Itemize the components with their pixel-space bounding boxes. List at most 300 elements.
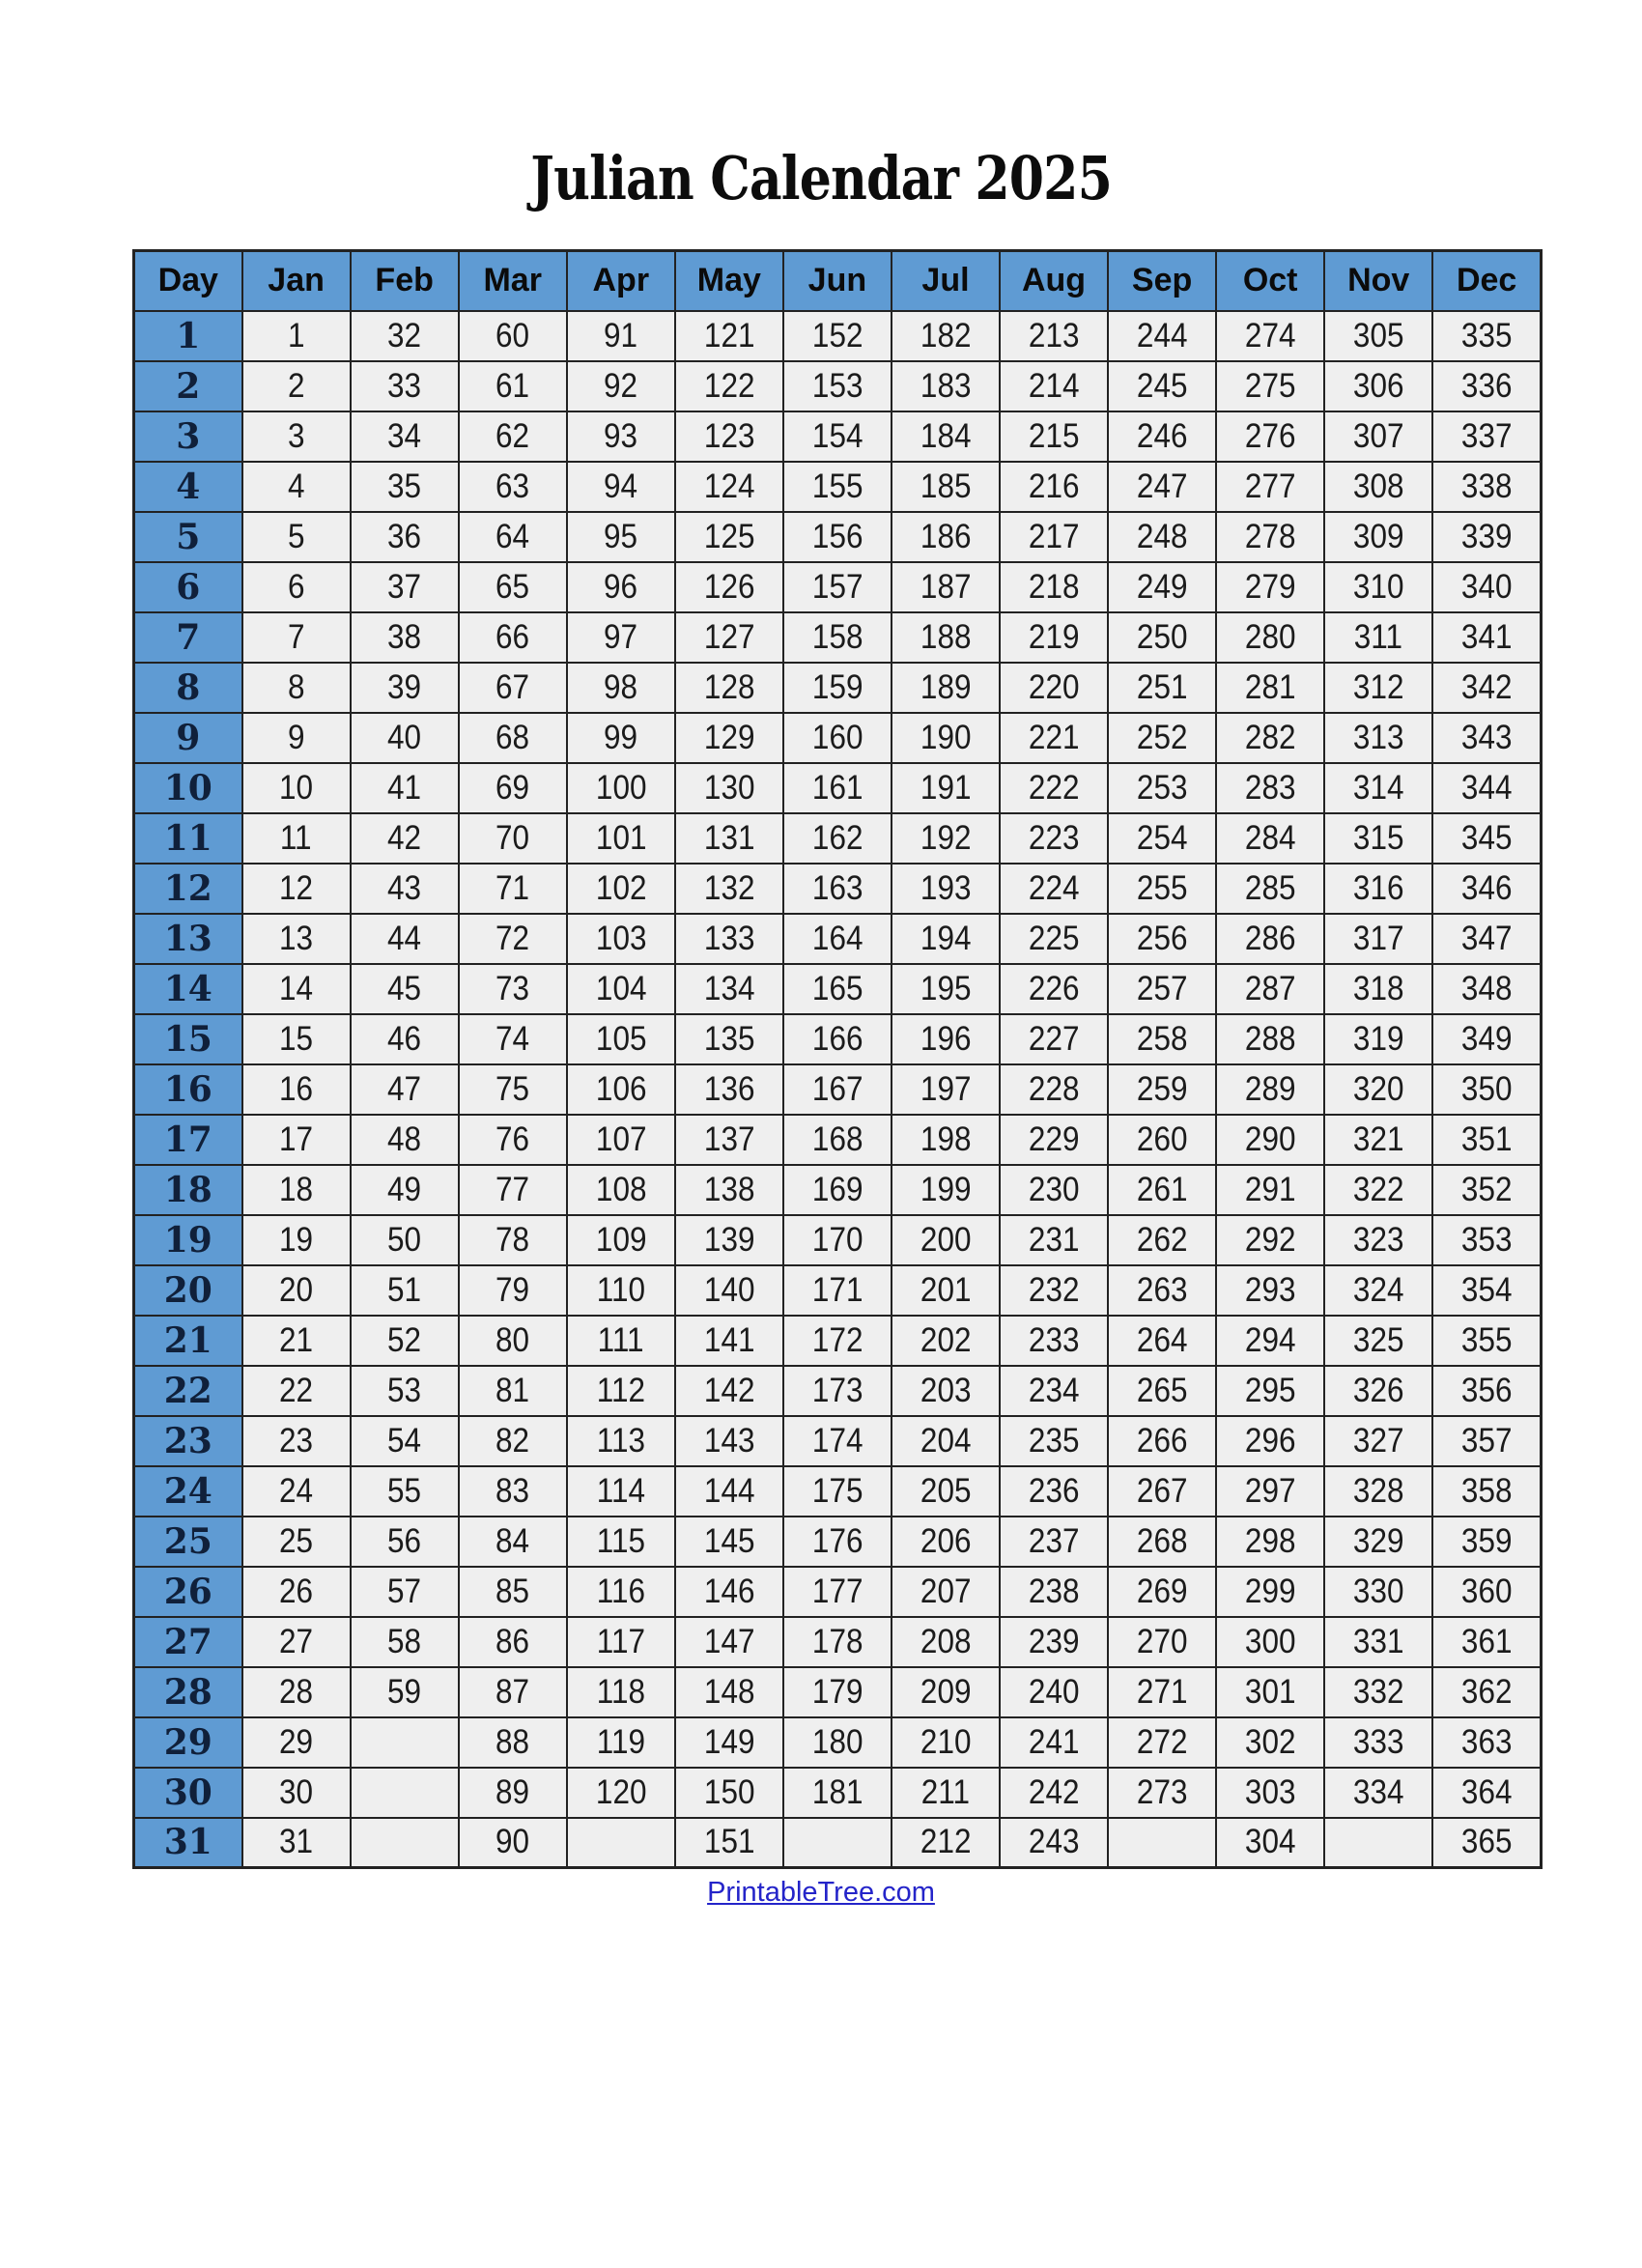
julian-day-value: 206 — [920, 1521, 972, 1560]
julian-day-cell — [783, 512, 892, 562]
table-row — [134, 1014, 1542, 1064]
julian-day-value: 103 — [595, 919, 647, 957]
julian-day-cell — [1432, 663, 1541, 713]
julian-day-value: 321 — [1352, 1120, 1404, 1158]
julian-day-cell — [1000, 1818, 1108, 1868]
julian-day-cell — [351, 1416, 459, 1466]
julian-day-cell — [1108, 713, 1216, 763]
julian-day-value: 179 — [811, 1672, 863, 1711]
julian-day-cell — [351, 1617, 459, 1667]
day-cell: 5 — [134, 512, 242, 562]
julian-day-cell — [567, 914, 675, 964]
julian-day-value: 156 — [811, 517, 863, 555]
julian-day-cell — [567, 1014, 675, 1064]
julian-day-cell — [1216, 562, 1324, 612]
julian-day-cell — [675, 1818, 783, 1868]
julian-day-cell — [1108, 763, 1216, 813]
table-header-row — [134, 251, 1542, 311]
julian-day-value: 365 — [1460, 1823, 1513, 1861]
julian-day-value: 234 — [1028, 1371, 1080, 1409]
julian-day-cell — [783, 1466, 892, 1517]
julian-day-cell — [459, 1617, 567, 1667]
julian-day-cell — [675, 311, 783, 361]
julian-day-cell — [1432, 1416, 1541, 1466]
julian-day-value: 301 — [1244, 1672, 1296, 1711]
julian-day-value: 86 — [495, 1622, 530, 1660]
julian-day-cell — [1432, 914, 1541, 964]
julian-day-value: 6 — [287, 567, 305, 606]
julian-day-value: 332 — [1352, 1672, 1404, 1711]
julian-day-value: 256 — [1136, 919, 1188, 957]
julian-day-cell — [1216, 1667, 1324, 1717]
julian-day-cell — [1324, 562, 1432, 612]
julian-day-value: 226 — [1028, 969, 1080, 1007]
julian-day-value: 26 — [279, 1572, 314, 1610]
julian-day-value: 121 — [703, 316, 755, 354]
julian-day-value: 29 — [279, 1722, 314, 1761]
julian-day-cell — [1216, 1265, 1324, 1316]
julian-day-value: 202 — [920, 1320, 972, 1359]
julian-day-cell — [1432, 361, 1541, 411]
julian-day-cell — [1000, 512, 1108, 562]
julian-day-value: 203 — [920, 1371, 972, 1409]
julian-day-cell — [1432, 1517, 1541, 1567]
table-header-row — [134, 251, 1542, 311]
julian-day-value: 78 — [495, 1220, 530, 1259]
julian-day-value: 79 — [495, 1270, 530, 1309]
julian-day-cell — [892, 1466, 1000, 1517]
julian-day-value: 59 — [387, 1672, 422, 1711]
table-row — [134, 1064, 1542, 1115]
julian-day-cell — [1108, 1366, 1216, 1416]
julian-day-cell — [567, 361, 675, 411]
julian-day-cell — [783, 813, 892, 864]
julian-day-cell — [1324, 1818, 1432, 1868]
julian-day-cell — [1000, 1014, 1108, 1064]
julian-day-value: 183 — [920, 366, 972, 405]
julian-day-value: 155 — [811, 467, 863, 505]
julian-day-cell — [1432, 713, 1541, 763]
julian-day-value: 90 — [495, 1823, 530, 1861]
julian-day-cell — [1000, 1567, 1108, 1617]
julian-day-cell — [675, 813, 783, 864]
julian-day-cell — [783, 763, 892, 813]
julian-day-cell — [459, 1366, 567, 1416]
julian-day-cell — [1000, 1366, 1108, 1416]
julian-day-cell — [567, 1667, 675, 1717]
julian-day-cell — [1216, 1165, 1324, 1215]
julian-day-value: 80 — [495, 1320, 530, 1359]
julian-day-cell — [1432, 1567, 1541, 1617]
month-column-header: Jan — [242, 251, 351, 311]
julian-day-cell — [242, 914, 351, 964]
julian-day-cell — [892, 1818, 1000, 1868]
julian-day-cell — [1432, 1064, 1541, 1115]
julian-day-cell — [567, 311, 675, 361]
julian-day-cell — [567, 864, 675, 914]
julian-day-value: 101 — [595, 818, 647, 857]
julian-day-value: 311 — [1354, 617, 1403, 656]
julian-day-value: 353 — [1460, 1220, 1513, 1259]
julian-day-cell — [1432, 1366, 1541, 1416]
julian-day-value: 213 — [1028, 316, 1080, 354]
julian-day-cell — [892, 1215, 1000, 1265]
julian-day-cell — [1000, 1667, 1108, 1717]
julian-day-cell — [1108, 1667, 1216, 1717]
julian-day-value: 107 — [595, 1120, 647, 1158]
julian-day-value: 74 — [495, 1019, 530, 1058]
julian-day-cell — [892, 864, 1000, 914]
julian-day-cell — [459, 1014, 567, 1064]
julian-day-cell — [242, 1064, 351, 1115]
julian-day-cell — [1432, 1768, 1541, 1818]
julian-day-value: 363 — [1460, 1722, 1513, 1761]
day-cell: 23 — [134, 1416, 242, 1466]
julian-day-cell — [1216, 713, 1324, 763]
julian-day-cell — [1324, 763, 1432, 813]
julian-day-value: 25 — [279, 1521, 314, 1560]
table-row — [134, 1316, 1542, 1366]
julian-day-cell — [1324, 1366, 1432, 1416]
julian-day-cell — [892, 361, 1000, 411]
julian-day-cell — [892, 1517, 1000, 1567]
julian-day-value: 274 — [1244, 316, 1296, 354]
julian-day-cell — [459, 763, 567, 813]
julian-day-value: 63 — [495, 467, 530, 505]
table-row — [134, 462, 1542, 512]
julian-day-value: 209 — [920, 1672, 972, 1711]
julian-day-cell — [351, 1115, 459, 1165]
julian-day-value: 190 — [920, 718, 972, 756]
julian-day-value: 299 — [1244, 1572, 1296, 1610]
julian-day-cell — [1216, 1818, 1324, 1868]
julian-day-cell — [675, 1064, 783, 1115]
julian-day-cell — [459, 462, 567, 512]
julian-day-cell — [459, 512, 567, 562]
julian-day-cell — [892, 964, 1000, 1014]
julian-day-cell — [1000, 1517, 1108, 1567]
julian-day-value: 210 — [920, 1722, 972, 1761]
julian-day-cell — [1432, 1818, 1541, 1868]
julian-day-cell — [459, 411, 567, 462]
julian-day-cell — [242, 562, 351, 612]
julian-day-value: 48 — [387, 1120, 422, 1158]
julian-day-value: 188 — [920, 617, 972, 656]
julian-day-value: 43 — [387, 868, 422, 907]
julian-day-cell — [459, 1265, 567, 1316]
julian-day-cell — [1000, 864, 1108, 914]
julian-day-value: 231 — [1028, 1220, 1080, 1259]
table-row — [134, 1768, 1542, 1818]
julian-day-cell — [567, 411, 675, 462]
julian-day-value: 297 — [1244, 1471, 1296, 1510]
julian-day-value: 92 — [604, 366, 638, 405]
julian-day-cell — [242, 1165, 351, 1215]
julian-day-cell — [567, 1165, 675, 1215]
julian-day-value: 106 — [595, 1069, 647, 1108]
julian-day-value: 333 — [1352, 1722, 1404, 1761]
julian-day-cell — [1000, 1768, 1108, 1818]
julian-day-value: 228 — [1028, 1069, 1080, 1108]
julian-day-cell — [1324, 813, 1432, 864]
julian-day-value: 357 — [1460, 1421, 1513, 1460]
julian-day-value: 349 — [1460, 1019, 1513, 1058]
julian-day-cell — [351, 1316, 459, 1366]
julian-day-value: 118 — [596, 1672, 645, 1711]
julian-day-value: 115 — [596, 1521, 645, 1560]
julian-day-cell — [783, 311, 892, 361]
julian-day-cell — [567, 1517, 675, 1567]
julian-day-cell — [892, 763, 1000, 813]
julian-day-value: 130 — [703, 768, 755, 807]
julian-day-cell — [783, 1014, 892, 1064]
julian-day-cell — [351, 713, 459, 763]
julian-day-cell — [892, 1667, 1000, 1717]
julian-day-value: 312 — [1352, 667, 1404, 706]
julian-day-value: 82 — [495, 1421, 530, 1460]
julian-day-value: 237 — [1028, 1521, 1080, 1560]
table-row — [134, 1667, 1542, 1717]
julian-day-value: 133 — [703, 919, 755, 957]
julian-day-cell — [783, 1617, 892, 1667]
table-row — [134, 1165, 1542, 1215]
julian-day-cell — [1432, 411, 1541, 462]
julian-day-cell — [783, 612, 892, 663]
julian-day-cell — [1324, 1768, 1432, 1818]
julian-day-value: 44 — [387, 919, 422, 957]
julian-day-value: 132 — [703, 868, 755, 907]
day-cell: 1 — [134, 311, 242, 361]
julian-day-cell — [675, 361, 783, 411]
julian-day-cell — [1108, 1567, 1216, 1617]
julian-day-value: 296 — [1244, 1421, 1296, 1460]
julian-day-cell — [567, 1466, 675, 1517]
julian-day-cell — [1108, 512, 1216, 562]
julian-day-cell — [675, 663, 783, 713]
julian-day-cell — [351, 512, 459, 562]
julian-day-cell — [783, 411, 892, 462]
julian-day-cell — [1108, 914, 1216, 964]
julian-day-value: 320 — [1352, 1069, 1404, 1108]
julian-day-cell — [351, 763, 459, 813]
julian-day-cell — [1000, 1265, 1108, 1316]
julian-day-value: 204 — [920, 1421, 972, 1460]
julian-day-value: 176 — [811, 1521, 863, 1560]
footer-link[interactable]: PrintableTree.com — [707, 1877, 935, 1908]
day-cell: 28 — [134, 1667, 242, 1717]
julian-day-cell — [351, 1567, 459, 1617]
julian-day-cell — [242, 1717, 351, 1768]
julian-day-value: 250 — [1136, 617, 1188, 656]
julian-day-cell — [351, 1466, 459, 1517]
julian-day-cell — [567, 1717, 675, 1768]
julian-day-cell — [892, 1316, 1000, 1366]
julian-day-value: 161 — [811, 768, 863, 807]
julian-day-value: 151 — [703, 1823, 755, 1861]
day-cell: 16 — [134, 1064, 242, 1115]
julian-day-cell — [567, 1115, 675, 1165]
julian-day-value: 268 — [1136, 1521, 1188, 1560]
julian-day-cell — [242, 763, 351, 813]
julian-day-value: 224 — [1028, 868, 1080, 907]
julian-day-cell — [1216, 763, 1324, 813]
julian-day-value: 68 — [495, 718, 530, 756]
julian-day-value: 291 — [1244, 1170, 1296, 1208]
julian-day-value: 281 — [1244, 667, 1296, 706]
julian-day-cell — [1000, 1416, 1108, 1466]
julian-day-value: 13 — [279, 919, 314, 957]
julian-day-cell — [1108, 1768, 1216, 1818]
julian-day-value: 263 — [1136, 1270, 1188, 1309]
julian-day-cell — [1000, 462, 1108, 512]
julian-day-cell — [567, 612, 675, 663]
julian-day-value: 356 — [1460, 1371, 1513, 1409]
julian-day-value: 244 — [1136, 316, 1188, 354]
julian-day-value: 253 — [1136, 768, 1188, 807]
julian-day-cell — [459, 1517, 567, 1567]
julian-day-value: 72 — [495, 919, 530, 957]
julian-day-cell — [351, 864, 459, 914]
julian-day-value: 154 — [811, 416, 863, 455]
julian-day-cell — [242, 361, 351, 411]
julian-day-cell — [1432, 1617, 1541, 1667]
julian-day-value: 313 — [1352, 718, 1404, 756]
julian-day-value: 116 — [596, 1572, 645, 1610]
julian-day-value: 159 — [811, 667, 863, 706]
julian-day-value: 254 — [1136, 818, 1188, 857]
julian-day-value: 212 — [920, 1823, 972, 1861]
julian-day-cell — [242, 713, 351, 763]
julian-day-value: 306 — [1352, 366, 1404, 405]
table-row — [134, 361, 1542, 411]
julian-day-cell — [567, 1617, 675, 1667]
julian-day-value: 290 — [1244, 1120, 1296, 1158]
julian-day-value: 235 — [1028, 1421, 1080, 1460]
julian-day-value: 114 — [596, 1471, 645, 1510]
julian-day-value: 216 — [1028, 467, 1080, 505]
julian-day-cell — [783, 1165, 892, 1215]
julian-day-cell — [1324, 1617, 1432, 1667]
julian-day-value: 31 — [279, 1823, 314, 1861]
julian-day-value: 129 — [703, 718, 755, 756]
julian-day-cell — [675, 562, 783, 612]
julian-day-cell — [1000, 1617, 1108, 1667]
julian-day-cell — [1216, 663, 1324, 713]
julian-day-value: 335 — [1460, 316, 1513, 354]
julian-day-cell — [242, 1014, 351, 1064]
julian-day-cell — [567, 713, 675, 763]
julian-day-cell — [1108, 1818, 1216, 1868]
julian-day-value: 261 — [1136, 1170, 1188, 1208]
julian-day-cell — [1108, 311, 1216, 361]
julian-day-value: 65 — [495, 567, 530, 606]
day-cell: 22 — [134, 1366, 242, 1416]
month-column-header: Nov — [1324, 251, 1432, 311]
julian-day-cell — [1216, 1215, 1324, 1265]
julian-day-value: 131 — [703, 818, 755, 857]
julian-day-cell — [1216, 1416, 1324, 1466]
julian-day-value: 225 — [1028, 919, 1080, 957]
julian-day-cell — [459, 1567, 567, 1617]
julian-day-value: 169 — [811, 1170, 863, 1208]
julian-day-cell — [459, 1115, 567, 1165]
julian-day-cell — [351, 361, 459, 411]
julian-day-cell — [242, 1667, 351, 1717]
julian-day-cell — [892, 663, 1000, 713]
table-row — [134, 311, 1542, 361]
julian-day-value: 344 — [1460, 768, 1513, 807]
julian-day-value: 57 — [387, 1572, 422, 1610]
julian-day-value: 239 — [1028, 1622, 1080, 1660]
julian-day-cell — [892, 1416, 1000, 1466]
julian-day-value: 247 — [1136, 467, 1188, 505]
julian-day-value: 285 — [1244, 868, 1296, 907]
julian-day-cell — [1108, 1014, 1216, 1064]
julian-day-cell — [1108, 1617, 1216, 1667]
julian-day-value: 175 — [811, 1471, 863, 1510]
julian-day-value: 168 — [811, 1120, 863, 1158]
julian-day-value: 260 — [1136, 1120, 1188, 1158]
julian-day-value: 304 — [1244, 1823, 1296, 1861]
julian-day-value: 170 — [811, 1220, 863, 1259]
julian-day-cell — [675, 612, 783, 663]
julian-day-value: 23 — [279, 1421, 314, 1460]
julian-day-cell — [1000, 964, 1108, 1014]
julian-day-value: 329 — [1352, 1521, 1404, 1560]
day-cell: 18 — [134, 1165, 242, 1215]
julian-day-value: 83 — [495, 1471, 530, 1510]
table-row — [134, 1366, 1542, 1416]
julian-day-value: 338 — [1460, 467, 1513, 505]
julian-day-value: 178 — [811, 1622, 863, 1660]
julian-day-cell — [351, 1265, 459, 1316]
julian-day-cell — [1000, 914, 1108, 964]
julian-day-value: 56 — [387, 1521, 422, 1560]
julian-day-cell — [1432, 462, 1541, 512]
julian-day-value: 243 — [1028, 1823, 1080, 1861]
julian-day-value: 358 — [1460, 1471, 1513, 1510]
julian-day-cell — [783, 1768, 892, 1818]
julian-day-value: 2 — [287, 366, 305, 405]
julian-day-cell — [675, 914, 783, 964]
julian-day-cell — [892, 1064, 1000, 1115]
julian-day-cell — [459, 1818, 567, 1868]
julian-day-value: 138 — [703, 1170, 755, 1208]
julian-day-cell — [242, 1215, 351, 1265]
julian-day-cell — [1324, 864, 1432, 914]
julian-day-cell — [351, 562, 459, 612]
julian-day-value: 164 — [811, 919, 863, 957]
julian-day-cell — [1432, 864, 1541, 914]
julian-day-value: 30 — [279, 1772, 314, 1811]
julian-day-value: 245 — [1136, 366, 1188, 405]
julian-day-cell — [1000, 1064, 1108, 1115]
julian-day-cell — [1216, 1617, 1324, 1667]
table-row — [134, 864, 1542, 914]
julian-day-cell — [675, 713, 783, 763]
julian-day-value: 20 — [279, 1270, 314, 1309]
julian-day-value: 334 — [1352, 1772, 1404, 1811]
table-row — [134, 763, 1542, 813]
julian-day-value: 140 — [703, 1270, 755, 1309]
julian-day-value: 339 — [1460, 517, 1513, 555]
julian-day-value: 60 — [495, 316, 530, 354]
julian-day-cell — [892, 1366, 1000, 1416]
julian-day-value: 341 — [1460, 617, 1513, 656]
julian-day-value: 189 — [920, 667, 972, 706]
julian-day-value: 200 — [920, 1220, 972, 1259]
julian-day-value: 292 — [1244, 1220, 1296, 1259]
